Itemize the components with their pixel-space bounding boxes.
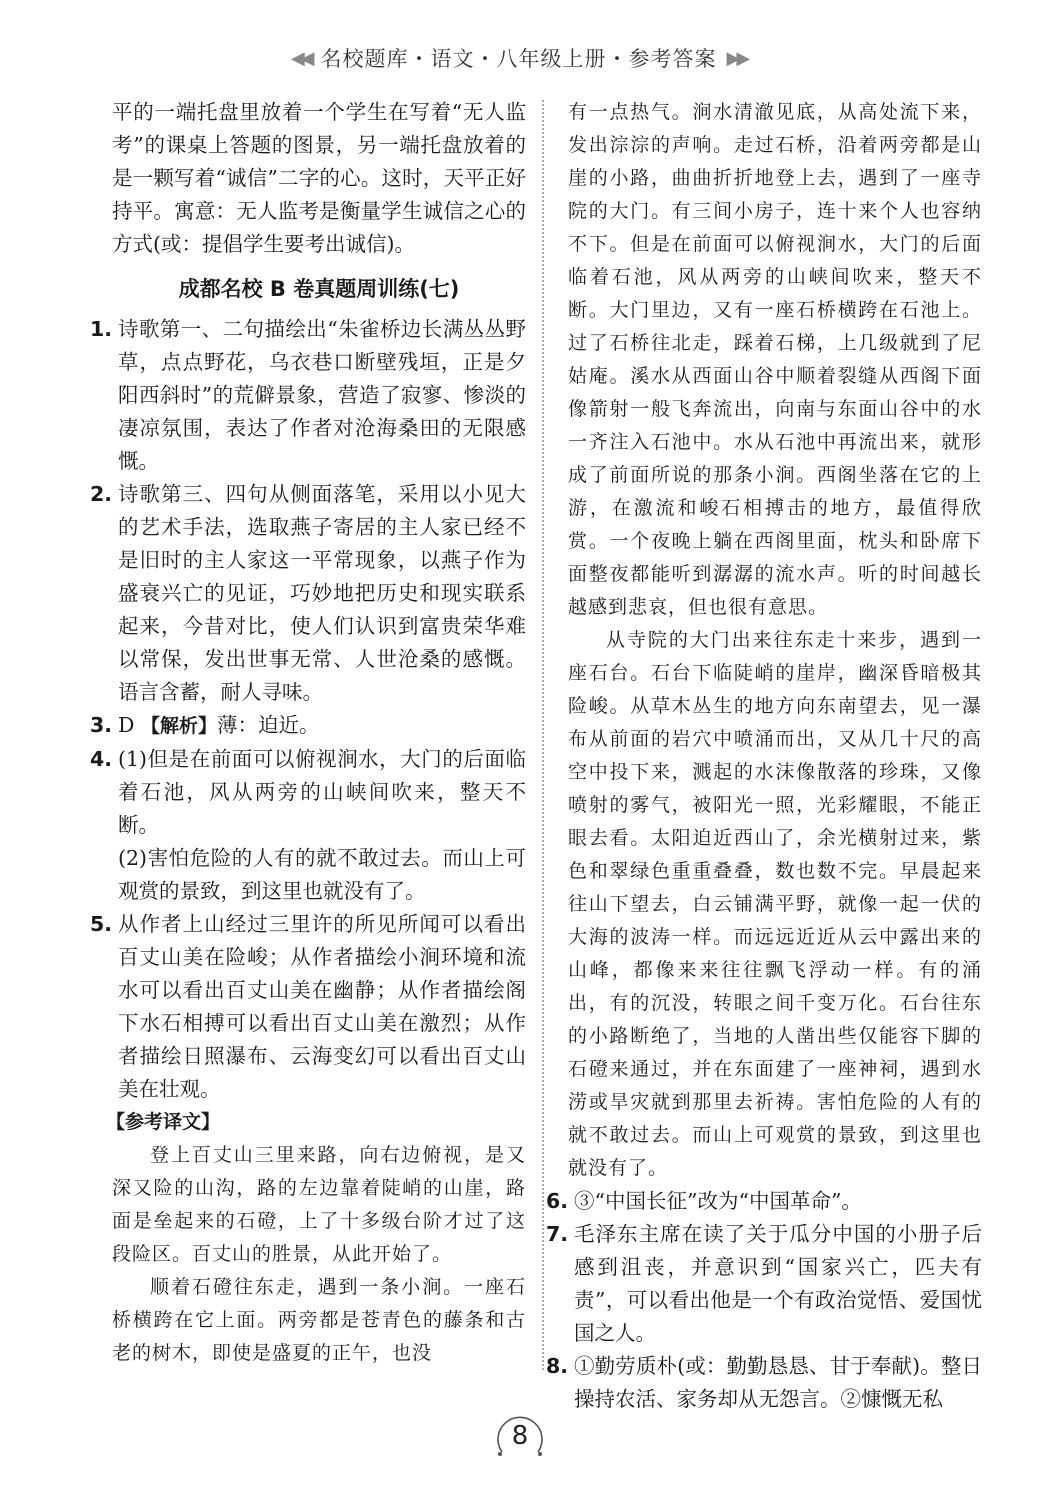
translation-paragraph-3: 从寺院的大门出来往东走十来步，遇到一座石台。石台下临陡峭的崖岸，幽深昏暗极其险峻。从草木丛生的地方向东南望去，见一瀑布从前面的岩穴中喷涌而出，又从几十尺的高空中投下来，溅起的水沫像散落的珍珠，又像喷射的雾气，被阳光一照，光彩耀眼，不能正眼去看。太阳迫近西山了，余光横射过来，紫色和翠绿色重重叠叠，数也数不完。早晨起来往山下望去，白云铺满平野，就像一起一伏的大海的波涛一样。而远远近近从云中露出来的山峰，都像来来往往飘飞浮动一样。有的涌出，有的沉没，转眼之间千变万化。石台往东的小路断绝了，当地的人凿出些仅能容下脚的石磴来通过，并在东面建了一座神祠，遇到水涝或旱灾就到那里去祈祷。害怕危险的人有的就不敢过去。而山上可观赏的景致，到这里也就没有了。 bbox=[568, 629, 982, 1179]
item-text: 从作者上山经过三里许的所见所闻可以看出百丈山美在险峻；从作者描绘小涧环境和流水可以看出百丈山美在幽静；从作者描绘阁下水石相搏可以看出百丈山美在激烈；从作者描绘日照瀑布、云海变幻可以看出百丈山美在壮观。 bbox=[118, 912, 526, 1101]
answer-item-3 bbox=[90, 709, 526, 743]
header-title: 名校题库・语文・八年级上册・参考答案 bbox=[320, 47, 717, 71]
page-body bbox=[0, 96, 1037, 1411]
item-number: 5. bbox=[90, 912, 113, 936]
item-sub-2: (2)害怕危险的人有的就不敢过去。而山上可观赏的景致，到这里也就没有了。 bbox=[118, 846, 526, 903]
answer-item-8 bbox=[546, 1350, 982, 1416]
right-arrows-icon: ▶▶ bbox=[726, 47, 747, 69]
analysis-tag: 【解析】 bbox=[140, 715, 217, 737]
translation-paragraph-2-continued: 有一点热气。涧水清澈见底，从高处流下来，发出淙淙的声响。走过石桥，沿着两旁都是山崖的小路，曲曲折折地登上去，遇到了一座寺院的大门。有三间小房子，连十来个人也容纳不下。但是在前面可以俯视涧水，大门的后面临着石池，风从两旁的山峡间吹来，整天不断。大门里边，又有一座石桥横跨在石池上。过了石桥往北走，踩着石梯，上几级就到了尼姑庵。溪水从西面山谷中顺着裂缝从西阁下面像箭射一般飞奔流出，向南与东面山谷中的水一齐注入石池中。水从石池中再流出来，就形成了前面所说的那条小涧。西阁坐落在它的上游，在激流和峻石相搏击的地方，最值得欣赏。一个夜晚上躺在西阁里面，枕头和卧席下面整夜都能听到潺潺的流水声。听的时间越长越感到悲哀，但也很有意思。 bbox=[568, 101, 982, 618]
translation-paragraph-1: 登上百丈山三里来路，向右边俯视，是又深又险的山沟，路的左边靠着陡峭的山崖，路面是垒起来的石磴，上了十多级台阶才过了这段险区。百丈山的胜景，从此开始了。 bbox=[112, 1144, 526, 1265]
answer-item-5 bbox=[90, 908, 526, 1106]
intro-paragraph: 平的一端托盘里放着一个学生在写着“无人监考”的课桌上答题的图景，另一端托盘放着的是一颗写着“诚信”二字的心。这时，天平正好持平。寓意：无人监考是衡量学生诚信之心的方式(或：提倡学生要考出诚信)。 bbox=[112, 100, 526, 256]
left-column bbox=[90, 96, 526, 1370]
item-text: ①勤劳质朴(或：勤勤恳恳、甘于奉献)。整日操持农活、家务却从无怨言。②慷慨无私 bbox=[574, 1354, 982, 1411]
item-number: 4. bbox=[90, 747, 113, 771]
item-text bbox=[118, 709, 526, 743]
item-text: 毛泽东主席在读了关于瓜分中国的小册子后感到沮丧，并意识到“国家兴亡，匹夫有责”，可以看出他是一个有政治觉悟、爱国忧国之人。 bbox=[574, 1222, 982, 1345]
item-number: 2. bbox=[90, 482, 113, 506]
section-title: 成都名校 B 卷真题周训练(七) bbox=[178, 277, 460, 301]
answer-choice: D bbox=[118, 713, 135, 737]
item-number: 3. bbox=[90, 713, 113, 737]
item-sub-1: (1)但是在前面可以俯视涧水，大门的后面临着石池，风从两旁的山峡间吹来，整天不断。 bbox=[118, 747, 526, 837]
answer-item-2 bbox=[90, 478, 526, 709]
analysis-text: 薄：迫近。 bbox=[216, 713, 320, 737]
answer-item-6 bbox=[546, 1185, 982, 1218]
answer-item-7 bbox=[546, 1218, 982, 1350]
page-header bbox=[0, 38, 1037, 78]
item-text: ③“中国长征”改为“中国革命”。 bbox=[574, 1189, 862, 1213]
item-number: 7. bbox=[546, 1222, 569, 1246]
item-number: 6. bbox=[546, 1189, 569, 1213]
item-number: 1. bbox=[90, 317, 113, 341]
item-text: 诗歌第三、四句从侧面落笔，采用以小见大的艺术手法，选取燕子寄居的主人家已经不是旧时的主人家这一平常现象，以燕子作为盛衰兴亡的见证，巧妙地把历史和现实联系起来，今昔对比，使人们认识到富贵荣华难以常保，发出世事无常、人世沧桑的感慨。语言含蓄，耐人寻味。 bbox=[118, 482, 526, 704]
left-arrows-icon: ◀◀ bbox=[290, 47, 311, 69]
translation-paragraph-2: 顺着石磴往东走，遇到一条小涧。一座石桥横跨在它上面。两旁都是苍青色的藤条和古老的树木，即使是盛夏的正午，也没 bbox=[112, 1276, 526, 1364]
answer-item-1 bbox=[90, 313, 526, 478]
item-text: 诗歌第一、二句描绘出“朱雀桥边长满丛丛野草，点点野花，乌衣巷口断壁残垣，正是夕阳西斜时”的荒僻景象，营造了寂寥、惨淡的凄凉氛围，表达了作者对沧海桑田的无限感慨。 bbox=[118, 317, 526, 473]
right-column bbox=[546, 96, 982, 1416]
answer-item-4 bbox=[90, 743, 526, 908]
page-number: 8 bbox=[511, 1421, 529, 1451]
page-number-badge bbox=[492, 1408, 548, 1464]
item-number: 8. bbox=[546, 1354, 569, 1378]
translation-tag: 【参考译文】 bbox=[106, 1111, 221, 1133]
